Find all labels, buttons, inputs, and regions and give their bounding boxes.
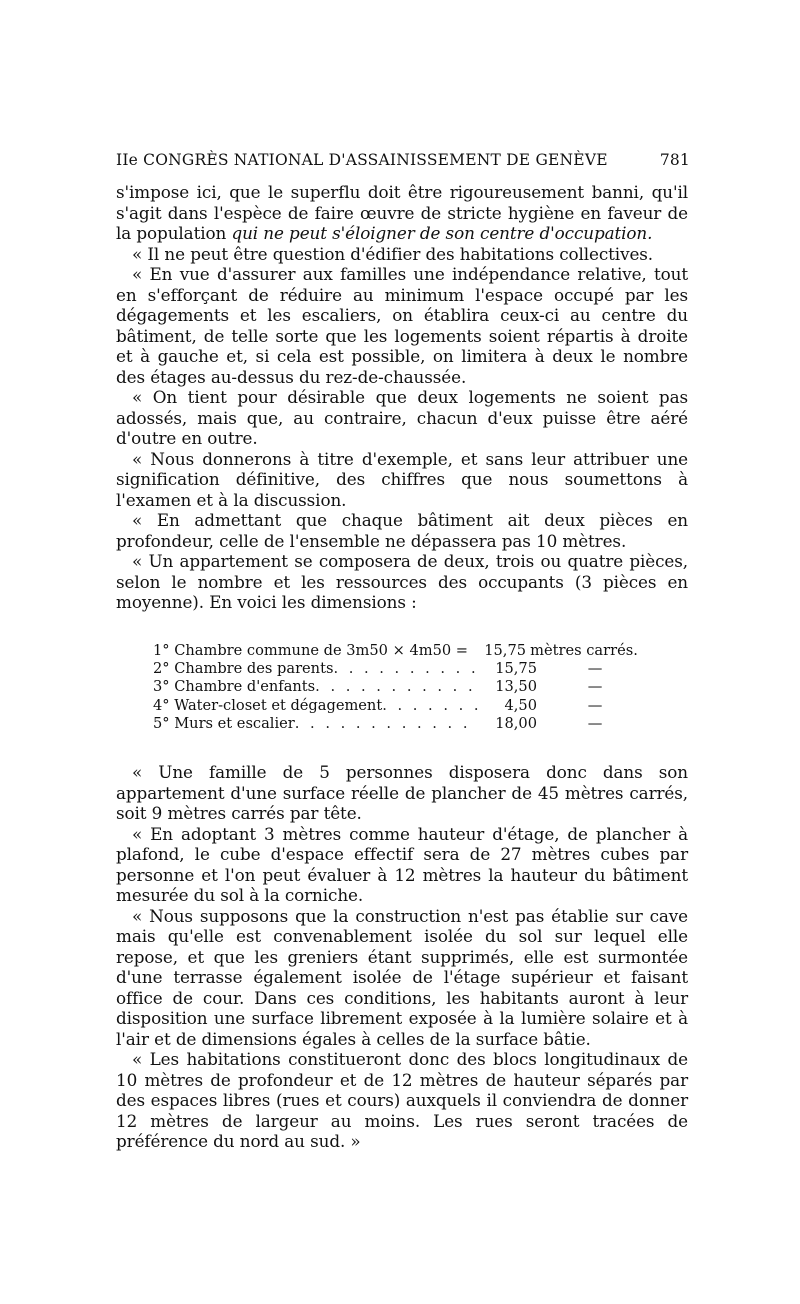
table-row	[153, 678, 653, 696]
row-label: 1° Chambre commune de 3m50 × 4m50 =	[153, 642, 469, 659]
row-unit: mètres carrés.	[530, 642, 638, 659]
row-unit: —	[587, 678, 603, 696]
paragraph: « Il ne peut être question d'édifier des habitations collectives.	[132, 243, 654, 264]
row-unit: —	[587, 714, 603, 732]
paragraph-text: s'impose ici, que le superflu doit être rigoureusement banni, qu'il s'agit dans l'espèce de faire œuvre de stricte hygiène en faveur de la population	[116, 182, 688, 243]
table-row	[153, 715, 653, 733]
paragraph: « On tient pour désirable que deux logements ne soient pas adossés, mais que, au contraire, chacun d'eux puisse être aéré d'outre en outre.	[116, 387, 688, 448]
paragraph: « Les habitations constitueront donc des blocs longitudinaux de 10 mètres de profondeur et de 12 mètres de hauteur séparés par des espaces libres (rues et cours) auxquels il conviendra de donner 12 mètres de largeur au moins. Les rues seront tracées de préférence du nord au sud. »	[116, 1049, 688, 1151]
paragraph: « Nous donnerons à titre d'exemple, et sans leur attribuer une signification définitive, des chiffres que nous soumettons à l'examen et à la discussion.	[116, 448, 688, 510]
row-value: 13,50	[495, 678, 537, 696]
table-row	[153, 660, 653, 678]
text-block-bottom	[116, 762, 688, 1152]
row-value: 4,50	[504, 696, 537, 714]
paragraph: « En adoptant 3 mètres comme hauteur d'étage, de plancher à plafond, le cube d'espace effectif sera de 27 mètres cubes par personne et l'on peut évaluer à 12 mètres la hauteur du bâtiment mesurée du sol à la corniche.	[116, 823, 688, 905]
header-title: IIe CONGRÈS NATIONAL D'ASSAINISSEMENT DE GENÈVE	[116, 151, 608, 169]
paragraph	[116, 182, 688, 244]
paragraph-emphasis: qui ne peut s'éloigner de son centre d'occupation.	[231, 223, 653, 243]
row-label: 4° Water-closet et dégagement	[153, 696, 383, 714]
text-block-top	[116, 182, 688, 613]
row-label: 5° Murs et escalier	[153, 714, 295, 732]
row-label: 3° Chambre d'enfants	[153, 678, 316, 696]
leader-dots	[333, 660, 479, 678]
table-row	[153, 642, 653, 660]
table-row	[153, 697, 653, 715]
running-header	[116, 151, 690, 169]
paragraph: « Une famille de 5 personnes disposera donc dans son appartement d'une surface réelle de plancher de 45 mètres carrés, soit 9 mètres carrés par tête.	[116, 762, 688, 823]
row-value: 18,00	[495, 714, 537, 732]
leader-dots	[315, 678, 479, 696]
leader-dots	[295, 715, 479, 733]
row-unit: —	[587, 696, 603, 714]
paragraph: « Un appartement se composera de deux, trois ou quatre pièces, selon le nombre et les ressources des occupants (3 pièces en moyenne). En voici les dimensions :	[116, 551, 688, 612]
leader-dots	[382, 697, 479, 715]
row-unit: —	[587, 660, 603, 678]
paragraph: « Nous supposons que la construction n'est pas établie sur cave mais qu'elle est convenablement isolée du sol sur lequel elle repose, et que les greniers étant supprimés, elle est surmontée d'une terrasse également isolée de l'étage supérieur et faisant office de cour. Dans ces conditions, les habitants auront à leur disposition une surface librement exposée à la lumière solaire et à l'air et de dimensions égales à celles de la surface bâtie.	[116, 905, 688, 1049]
paragraph: « En vue d'assurer aux familles une indépendance relative, tout en s'efforçant de réduire au minimum l'espace occupé par les dégagements et les escaliers, on établira ceux-ci au centre du bâtiment, de telle sorte que les logements soient répartis à droite et à gauche et, si cela est possible, on limitera à deux le nombre des étages au-dessus du rez-de-chaussée.	[116, 264, 688, 387]
row-value: 15,75	[495, 660, 537, 678]
page-number: 781	[659, 151, 690, 169]
row-value: 15,75	[484, 642, 527, 659]
row-label: 2° Chambre des parents	[153, 660, 334, 678]
paragraph: « En admettant que chaque bâtiment ait deux pièces en profondeur, celle de l'ensemble ne dépassera pas 10 mètres.	[116, 510, 688, 551]
dimensions-table	[153, 642, 653, 733]
